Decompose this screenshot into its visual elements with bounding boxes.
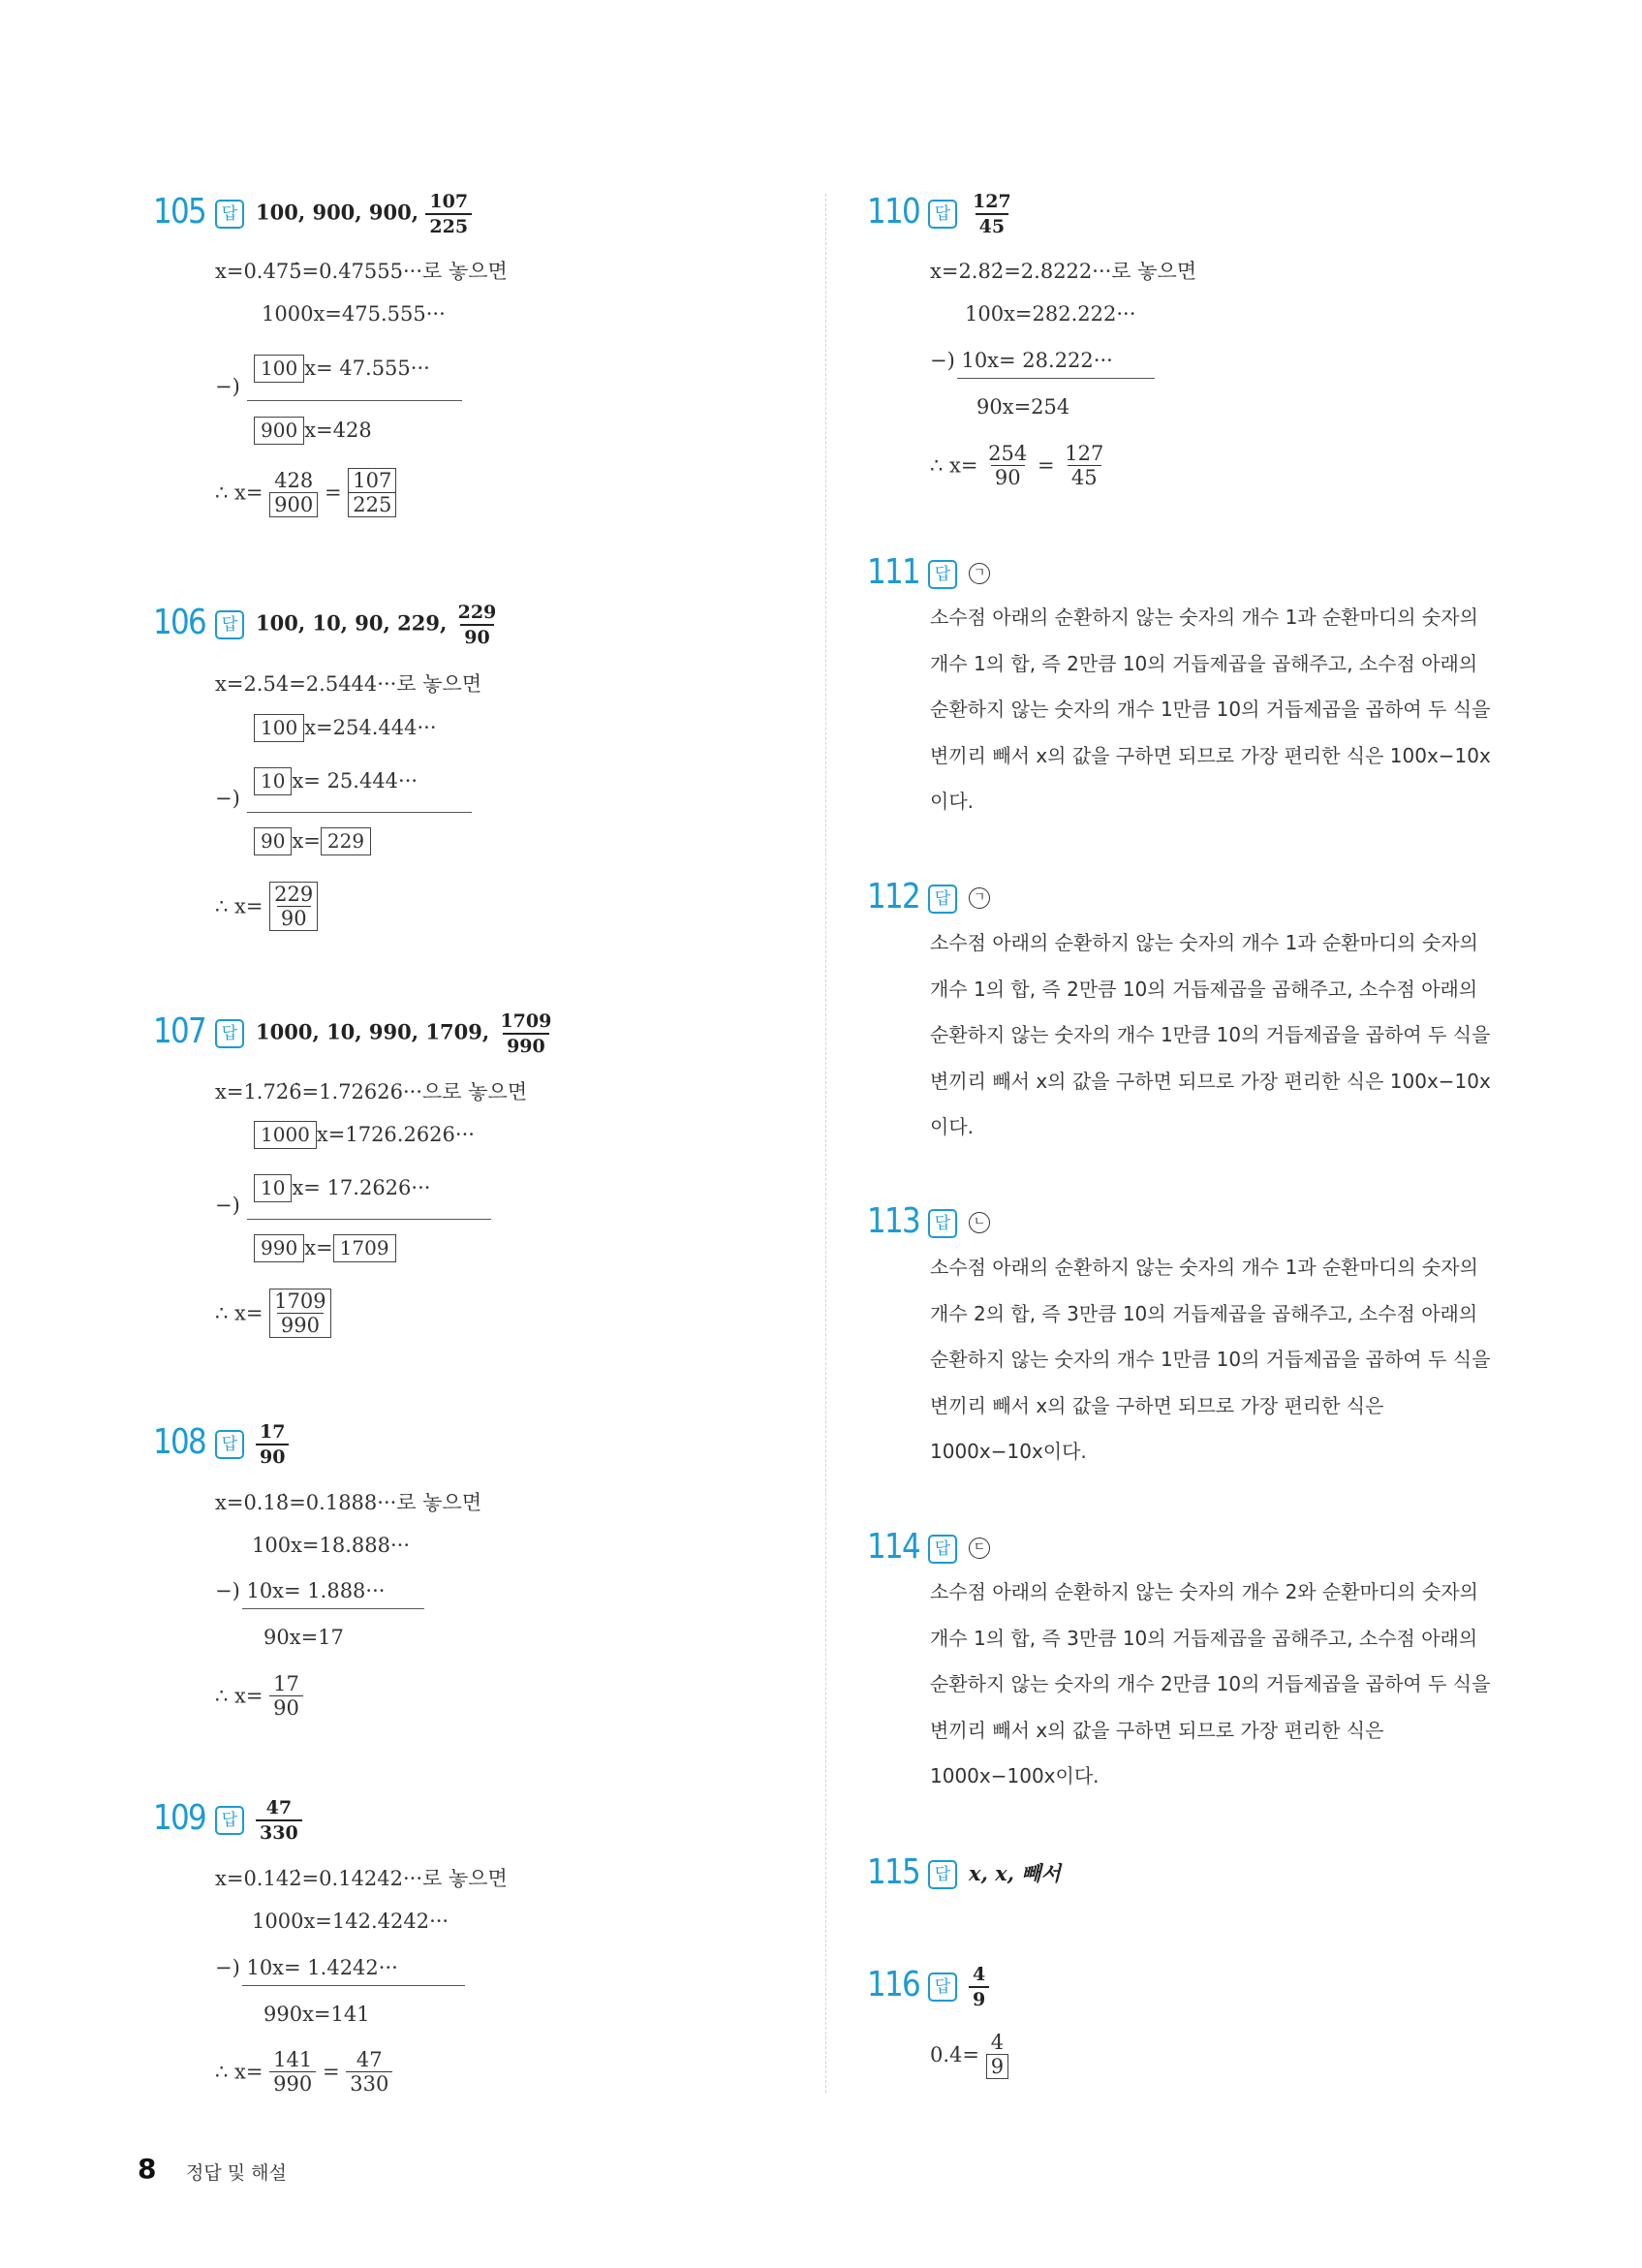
answer: x, x, 빼서 xyxy=(969,1861,1061,1885)
subtraction-rule xyxy=(247,400,462,401)
answer-badge: 답 xyxy=(215,1019,244,1048)
subtraction-rule xyxy=(242,1608,424,1609)
answer: $\frac{4}{9}$ xyxy=(969,1963,989,2011)
solution-line: x=0.14̇2̇=0.14242···로 놓으면 xyxy=(215,1867,508,1890)
solution-line: 10 x= 25.444··· xyxy=(254,767,418,795)
answer-badge: 답 xyxy=(215,200,244,229)
answer: ㄱ xyxy=(969,560,990,584)
answer-badge: 답 xyxy=(928,1973,957,2002)
solution-result: ∴ x= $\frac{428}{900}$ = $\frac{107}{225}$ xyxy=(215,468,396,517)
minus-sign: −) xyxy=(215,1194,240,1217)
subtraction-rule xyxy=(957,378,1155,379)
solution-line: x=0.475̇=0.47555···로 놓으면 xyxy=(215,260,508,283)
solution-line: 990x=141 xyxy=(263,2003,370,2026)
answer-badge: 답 xyxy=(928,1209,957,1238)
solution-line: −) 10x= 28.222··· xyxy=(930,349,1113,372)
answer: ㄴ xyxy=(969,1209,990,1233)
problem-number: 115 xyxy=(867,1852,919,1892)
answer: $\frac{17}{90}$ xyxy=(256,1420,289,1469)
problem-number: 113 xyxy=(867,1201,919,1241)
solution-line: 1000 x=1726.2626··· xyxy=(254,1121,475,1149)
column-divider xyxy=(825,194,826,2093)
blank-box: 900 xyxy=(254,417,304,445)
explanation: 소수점 아래의 순환하지 않는 숫자의 개수 2와 순환마디의 숫자의 개수 1의 합, 즉 3만큼 10의 거듭제곱을 곱해주고, 소수점 아래의 순환하지 않는 숫자의 개수 2만큼 10의 거듭제곱을 곱하여 두 식을 변끼리 빼서 x의 값을 구하면 되므로 가장 편리한 식은 1000x−100x이다. xyxy=(930,1580,1491,1787)
answer-badge: 답 xyxy=(215,610,244,639)
problem-number: 106 xyxy=(153,603,205,642)
solution-line: 90x=17 xyxy=(263,1626,344,1649)
solution-line: x=2.54̇=2.5444···로 놓으면 xyxy=(215,672,482,696)
answer-fraction: $\frac{107}{225}$ xyxy=(425,190,472,238)
problem-number: 111 xyxy=(867,552,919,592)
solution-result: ∴ x= $\frac{229}{90}$ xyxy=(215,882,318,931)
answer: 100, 10, 90, 229, $\frac{229}{90}$ xyxy=(256,602,497,648)
subtraction-rule xyxy=(242,1985,465,1986)
solution-line: 900 x=428 xyxy=(254,417,372,445)
solution-line: 90 x= 229 xyxy=(254,827,371,855)
answer: 1000, 10, 990, 1709, $\frac{1709}{990}$ xyxy=(256,1010,552,1057)
answer: ㄷ xyxy=(969,1535,990,1559)
solution-line: 100 x=254.444··· xyxy=(254,714,437,742)
solution-line: x=1.72̇6̇=1.72626···으로 놓으면 xyxy=(215,1080,528,1103)
explanation: 소수점 아래의 순환하지 않는 숫자의 개수 1과 순환마디의 숫자의 개수 1의 합, 즉 2만큼 10의 거듭제곱을 곱해주고, 소수점 아래의 순환하지 않는 숫자의 개수 1만큼 10의 거듭제곱을 곱하여 두 식을 변끼리 빼서 x의 값을 구하면 되므로 가장 편리한 식은 100x−10x이다. xyxy=(930,606,1491,813)
answer-badge: 답 xyxy=(928,560,957,589)
answer: ㄱ xyxy=(969,885,990,909)
answer: $\frac{127}{45}$ xyxy=(973,191,1011,237)
answer-badge: 답 xyxy=(215,1806,244,1835)
answer-badge: 답 xyxy=(928,200,957,229)
minus-sign: −) xyxy=(215,375,240,398)
solution-line: 10 x= 17.2626··· xyxy=(254,1174,430,1202)
page-number: 8 xyxy=(138,2153,157,2185)
explanation: 소수점 아래의 순환하지 않는 숫자의 개수 1과 순환마디의 숫자의 개수 1의 합, 즉 2만큼 10의 거듭제곱을 곱해주고, 소수점 아래의 순환하지 않는 숫자의 개수 1만큼 10의 거듭제곱을 곱하여 두 식을 변끼리 빼서 x의 값을 구하면 되므로 가장 편리한 식은 100x−10x이다. xyxy=(930,931,1491,1138)
solution-line: 990 x= 1709 xyxy=(254,1234,396,1262)
solution-line: 100x=282.222··· xyxy=(965,302,1136,326)
answer-badge: 답 xyxy=(215,1430,244,1459)
solution-result: ∴ x= $\frac{17}{90}$ xyxy=(215,1672,303,1720)
solution-line: 1000x=475.555··· xyxy=(262,302,446,326)
subtraction-rule xyxy=(247,812,472,813)
problem-number: 112 xyxy=(867,877,919,917)
answer xyxy=(256,190,472,238)
solution-line: 100 x= 47.555··· xyxy=(254,355,430,383)
explanation: 소수점 아래의 순환하지 않는 숫자의 개수 1과 순환마디의 숫자의 개수 2의 합, 즉 3만큼 10의 거듭제곱을 곱해주고, 소수점 아래의 순환하지 않는 숫자의 개수 1만큼 10의 거듭제곱을 곱하여 두 식을 변끼리 빼서 x의 값을 구하면 되므로 가장 편리한 식은 1000x−10x이다. xyxy=(930,1256,1491,1463)
answer-badge: 답 xyxy=(928,1535,957,1564)
solution-result: ∴ x= $\frac{1709}{990}$ xyxy=(215,1289,331,1338)
problem-number: 114 xyxy=(867,1527,919,1567)
minus-sign: −) xyxy=(215,787,240,810)
footer-title: 정답 및 해설 xyxy=(186,2162,287,2184)
solution-result: ∴ x= $\frac{141}{990}$ = $\frac{47}{330}$ xyxy=(215,2048,392,2096)
problem-number: 105 xyxy=(153,192,205,232)
problem-number: 116 xyxy=(867,1965,919,2004)
solution-line: −) 10x= 1.4242··· xyxy=(215,1956,398,1979)
solution-line: 1000x=142.4242··· xyxy=(252,1910,449,1933)
answer: $\frac{47}{330}$ xyxy=(256,1796,302,1845)
solution-result: ∴ x= $\frac{254}{90}$ = $\frac{127}{45}$ xyxy=(930,442,1104,489)
blank-box: 100 xyxy=(254,355,304,383)
problem-number: 110 xyxy=(867,192,919,232)
answer-badge: 답 xyxy=(928,885,957,914)
problem-number: 108 xyxy=(153,1422,205,1462)
problem-number: 107 xyxy=(153,1011,205,1051)
problem-number: 109 xyxy=(153,1798,205,1838)
subtraction-rule xyxy=(247,1219,491,1220)
solution-line: 100x=18.888··· xyxy=(252,1534,411,1557)
answer-badge: 답 xyxy=(928,1860,957,1889)
solution-result: 0.4̇= $\frac{4}{9}$ xyxy=(930,2031,1008,2079)
solution-line: 90x=254 xyxy=(976,395,1070,419)
solution-line: −) 10x= 1.888··· xyxy=(215,1579,386,1602)
solution-line: x=0.18̇=0.1888···로 놓으면 xyxy=(215,1491,482,1514)
answer-text: 100, 900, 900, xyxy=(256,200,419,225)
solution-line: x=2.82̇=2.8222···로 놓으면 xyxy=(930,260,1197,283)
